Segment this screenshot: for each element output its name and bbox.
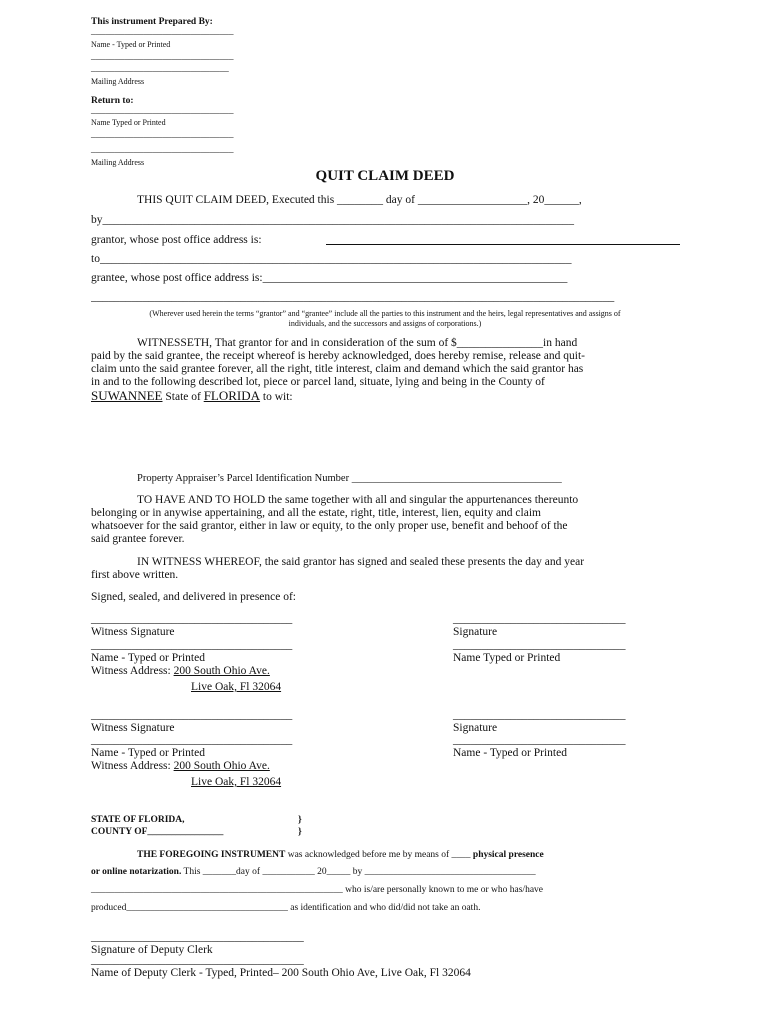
this-day-line[interactable]: This _______day of ___________ 20_____ by ____________________________________: [181, 867, 536, 877]
witness-2-signature-label: Witness Signature: [91, 722, 175, 734]
grantor-1-name-line[interactable]: ______________________________: [453, 639, 626, 651]
grantor-address-label: grantor, whose post office address is:: [91, 234, 262, 246]
physical-presence: physical presence: [472, 850, 544, 860]
foregoing-bold: THE FOREGOING INSTRUMENT: [137, 850, 286, 860]
return-name-label: Name Typed or Printed: [91, 118, 166, 127]
witness-whereof-line-1: IN WITNESS WHEREOF, the said grantor has signed and sealed these presents the day and year: [137, 556, 585, 568]
prepared-name-line[interactable]: ______________________________: [91, 27, 234, 37]
personally-known-line[interactable]: _____________________________________________________ who is/are personally known to me or who has/have: [91, 885, 543, 895]
habendum-line-1: TO HAVE AND TO HOLD the same together with all and singular the appurtenances thereunto: [137, 494, 579, 506]
definition-note: (Wherever used herein the terms “grantor” and “grantee” include all the parties to this instrument and the heirs, legal representatives and assigns of individuals, and the successors and assigns of corporations.): [149, 309, 621, 328]
foregoing-line: [137, 850, 544, 860]
executed-line: THIS QUIT CLAIM DEED, Executed this ________ day of ___________________, 20______,: [137, 194, 582, 206]
witness-1-name-label: Name - Typed or Printed: [91, 652, 205, 664]
produced-line[interactable]: produced__________________________________ as identification and who did/did not take an oath.: [91, 903, 481, 913]
grantor-1-signature-label: Signature: [453, 626, 498, 638]
prepared-address-line-1[interactable]: ______________________________: [91, 52, 234, 62]
return-name-line[interactable]: ______________________________: [91, 106, 234, 116]
habendum-line-4: said grantee forever.: [91, 533, 185, 545]
return-to-heading: Return to:: [91, 96, 134, 106]
state-word: State of: [162, 391, 204, 403]
grantor-2-name-label: Name - Typed or Printed: [453, 747, 567, 759]
prepared-address-label: Mailing Address: [91, 77, 145, 86]
return-address-line-2[interactable]: ______________________________: [91, 145, 234, 155]
witnesseth-line-2: paid by the said grantee, the receipt whereof is hereby acknowledged, does hereby remise, release and quit-: [91, 350, 585, 362]
grantor-2-signature-line[interactable]: ______________________________: [453, 709, 626, 721]
witness-1-address-prefix: Witness Address:: [91, 665, 174, 677]
signed-sealed-text: Signed, sealed, and delivered in presence of:: [91, 591, 297, 603]
witness-2-signature-line[interactable]: ___________________________________: [91, 709, 293, 721]
witness-1-address: [91, 665, 270, 677]
witness-2-address-city: Live Oak, Fl 32064: [191, 776, 282, 788]
notary-county[interactable]: COUNTY OF________________: [91, 827, 224, 837]
prepared-name-label: Name - Typed or Printed: [91, 40, 171, 49]
notary-state: STATE OF FLORIDA,: [91, 815, 185, 825]
online-notarization: or online notarization.: [91, 867, 182, 877]
witness-2-address-street: 200 South Ohio Ave.: [173, 760, 270, 772]
habendum-line-2: belonging or in anywise appertaining, and all the estate, right, title, interest, lien, equity and claim: [91, 507, 541, 519]
return-address-line-1[interactable]: ______________________________: [91, 130, 234, 140]
witness-1-address-street: 200 South Ohio Ave.: [173, 665, 270, 677]
document-title: QUIT CLAIM DEED: [315, 168, 455, 184]
witnesseth-line-4: in and to the following described lot, piece or parcel land, situate, lying and being in the County of: [91, 376, 545, 388]
grantee-address-line[interactable]: grantee, whose post office address is:_____________________________________________________: [91, 272, 568, 284]
witness-2-address: [91, 760, 270, 772]
by-line[interactable]: by__________________________________________________________________________________: [91, 214, 574, 226]
grantor-2-signature-label: Signature: [453, 722, 498, 734]
to-line[interactable]: to__________________________________________________________________________________: [91, 253, 572, 265]
grantor-1-name-label: Name Typed or Printed: [453, 652, 561, 664]
notarization-line: [91, 867, 536, 877]
foregoing-rest: was acknowledged before me by means of ____: [285, 850, 473, 860]
prepared-by-heading: This instrument Prepared By:: [91, 17, 213, 27]
clerk-signature-label: Signature of Deputy Clerk: [91, 944, 213, 956]
witness-1-signature-label: Witness Signature: [91, 626, 175, 638]
parcel-id-line[interactable]: Property Appraiser’s Parcel Identification Number ________________________________________: [137, 473, 562, 484]
habendum-line-3: whatsoever for the said grantor, either in law or equity, to the only proper use, benefit and behoof of the: [91, 520, 568, 532]
grantor-address-field[interactable]: [326, 244, 680, 245]
clerk-name-line[interactable]: _____________________________________: [91, 954, 304, 966]
county-state-line: [91, 388, 293, 404]
witness-1-signature-line[interactable]: ___________________________________: [91, 613, 293, 625]
grantor-1-signature-line[interactable]: ______________________________: [453, 613, 626, 625]
return-address-label: Mailing Address: [91, 158, 145, 167]
grantor-2-name-line[interactable]: ______________________________: [453, 734, 626, 746]
prepared-address-line-2[interactable]: _____________________________: [91, 64, 229, 74]
witness-2-name-label: Name - Typed or Printed: [91, 747, 205, 759]
to-wit: to wit:: [260, 391, 293, 403]
clerk-name-label: Name of Deputy Clerk - Typed, Printed– 200 South Ohio Ave, Live Oak, Fl 32064: [91, 967, 471, 979]
notary-brace-2: }: [298, 827, 302, 837]
clerk-signature-line[interactable]: _____________________________________: [91, 931, 304, 943]
witness-1-name-line[interactable]: ___________________________________: [91, 639, 293, 651]
witnesseth-line-1: WITNESSETH, That grantor for and in consideration of the sum of $_______________in hand: [137, 337, 578, 349]
witness-2-address-prefix: Witness Address:: [91, 760, 174, 772]
state-name: FLORIDA: [203, 388, 261, 403]
witness-1-address-city: Live Oak, Fl 32064: [191, 681, 282, 693]
notary-brace-1: }: [298, 815, 302, 825]
witnesseth-line-3: claim unto the said grantee forever, all the right, title interest, claim and demand which the said grantor has: [91, 363, 584, 375]
county-name: SUWANNEE: [91, 388, 163, 403]
witness-2-name-line[interactable]: ___________________________________: [91, 734, 293, 746]
grantee-address-extra-line[interactable]: ___________________________________________________________________________________________: [91, 291, 615, 303]
witness-whereof-line-2: first above written.: [91, 569, 179, 581]
